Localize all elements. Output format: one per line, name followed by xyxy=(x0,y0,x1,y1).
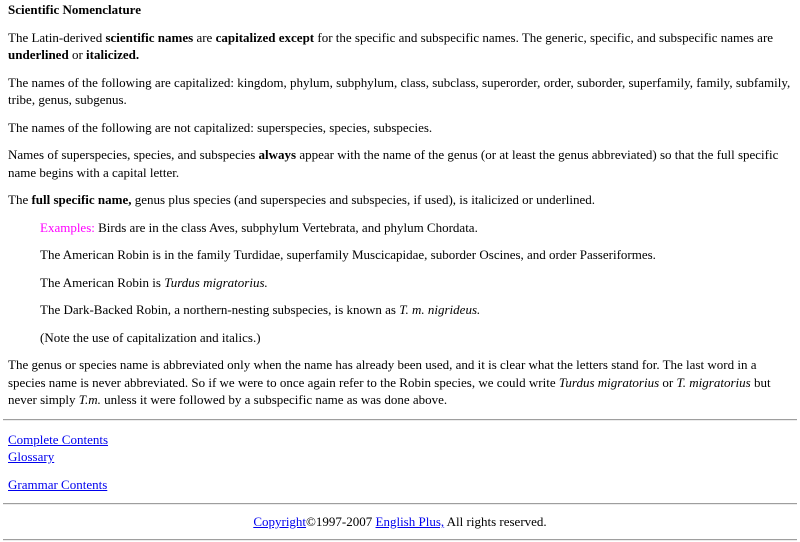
text-segment: (Note the use of capitalization and italics.) xyxy=(40,329,261,345)
text-segment: T. m. nigrideus. xyxy=(399,302,481,317)
text-segment: Turdus migratorius. xyxy=(164,274,268,290)
para-latin-derived xyxy=(8,29,792,64)
divider-footer-bottom xyxy=(3,539,797,541)
examples-label: Examples: xyxy=(40,219,95,235)
nav-links-primary xyxy=(8,431,792,466)
text-segment: The American Robin is xyxy=(40,274,165,290)
text-segment: unless it were followed by a subspecific name as was done above. xyxy=(100,392,448,407)
copyright-link[interactable]: Copyright xyxy=(253,514,307,529)
text-segment: Birds are in the class Aves, subphylum Vertebrata, and phylum Chordata. xyxy=(94,219,478,235)
text-segment: The names of the following are not capitalized: superspecies, species, subspecies. xyxy=(8,119,433,135)
grammar-contents-link[interactable]: Grammar Contents xyxy=(8,476,108,492)
text-segment: T. migratorius xyxy=(676,374,751,390)
text-segment: The Dark-Backed Robin, a northern-nesting subspecies, is known as xyxy=(40,302,400,317)
text-segment: The genus or species name is abbreviated only when the name has already been used, and it is clear what the letters stand for. The last word in a species name is never abbreviated. So if we were to once again refer to the Robin species, we could write xyxy=(8,357,757,390)
text-segment: for the specific and subspecific names. The generic, specific, and subspecific names are xyxy=(314,29,774,45)
glossary-link[interactable]: Glossary xyxy=(8,449,55,464)
rights-text: All rights reserved. xyxy=(444,514,547,529)
text-segment: T.m. xyxy=(78,392,101,407)
para-always-genus xyxy=(8,146,792,181)
text-segment: The names of the following are capitalized: kingdom, phylum, subphylum, class, subclass, superorder, order, suborder, superfamily, family, subfamily, tribe, genus, subgenus. xyxy=(8,74,791,107)
text-segment: Names of superspecies, species, and subspecies xyxy=(8,147,259,162)
divider-footer-top xyxy=(3,503,797,505)
example-robin-binomial xyxy=(40,274,792,292)
footer-copyright xyxy=(8,513,792,531)
text-segment: scientific names xyxy=(105,29,194,45)
text-segment: or xyxy=(68,47,87,62)
example-dark-backed-robin xyxy=(40,301,792,319)
text-segment: are xyxy=(193,29,216,45)
para-full-specific-name xyxy=(8,191,792,209)
example-birds xyxy=(40,219,792,237)
para-not-capitalized-list xyxy=(8,119,792,137)
text-segment: The xyxy=(8,192,32,207)
example-robin-family xyxy=(40,246,792,264)
text-segment: or xyxy=(659,374,677,390)
text-segment: The American Robin is in the family Turdidae, superfamily Muscicapidae, suborder Oscines, and order Passeriformes. xyxy=(40,247,656,262)
divider-top xyxy=(3,419,797,421)
text-segment: but never simply xyxy=(8,374,771,407)
text-segment: Turdus migratorius xyxy=(558,374,660,390)
english-plus-link[interactable]: English Plus, xyxy=(375,514,445,529)
text-segment: The Latin-derived xyxy=(8,29,106,45)
example-note xyxy=(40,329,792,347)
text-segment: italicized. xyxy=(86,47,140,62)
text-segment: full specific name, xyxy=(31,192,132,207)
text-segment: capitalized except xyxy=(215,29,315,45)
text-segment: underlined xyxy=(8,47,69,62)
para-abbreviation-rule xyxy=(8,356,792,409)
nav-links-secondary xyxy=(8,476,792,494)
copyright-years: ©1997-2007 xyxy=(306,514,376,529)
page-title: Scientific Nomenclature xyxy=(8,2,141,17)
text-segment: genus plus species (and superspecies and subspecies, if used), is italicized or underlined. xyxy=(131,192,596,207)
complete-contents-link[interactable]: Complete Contents xyxy=(8,431,109,447)
para-capitalized-list xyxy=(8,74,792,109)
text-segment: appear with the name of the genus (or at least the genus abbreviated) so that the full specific name begins with a capital letter. xyxy=(8,147,779,180)
text-segment: always xyxy=(258,147,297,162)
